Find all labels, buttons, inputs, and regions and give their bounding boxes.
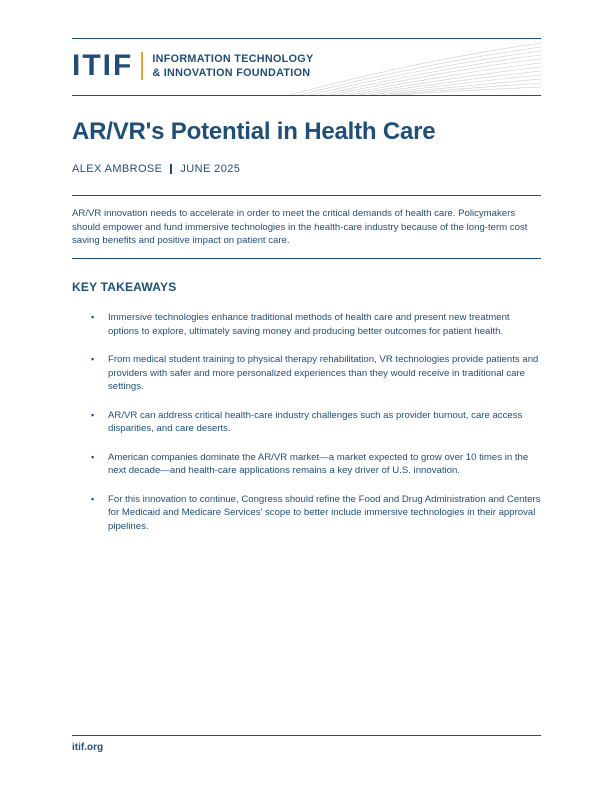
list-item [72, 353, 541, 394]
bullet-icon: ▪ [91, 493, 95, 504]
organization-name-line-2: & INNOVATION FOUNDATION [152, 67, 311, 79]
key-takeaways-list [72, 311, 541, 548]
key-takeaways-heading: KEY TAKEAWAYS [72, 280, 177, 294]
decorative-swoosh [290, 39, 541, 95]
takeaway-text: Immersive technologies enhance traditional methods of health care and present new treatment options to explore, ultimately saving money and producing better outcomes for patient health. [108, 312, 510, 337]
list-item [72, 409, 541, 436]
organization-name-line-1: INFORMATION TECHNOLOGY [152, 53, 314, 65]
summary-text: AR/VR innovation needs to accelerate in order to meet the critical demands of health care. Policymakers should empower and fund immersive technologies in the health-care industry because of the long-term cost saving benefits and positive impact on patient care. [72, 208, 528, 246]
list-item [72, 451, 541, 478]
bullet-icon: ▪ [91, 312, 95, 322]
footer-rule [72, 735, 541, 736]
brand-header [72, 49, 313, 83]
itif-logo-mark: ITIF [72, 49, 134, 82]
takeaway-text: From medical student training to physical therapy rehabilitation, VR technologies provide patients and providers with safer and more personalized experiences than they would receive in traditional care settings. [108, 354, 539, 392]
bullet-icon: ▪ [91, 451, 95, 462]
summary-bottom-rule [72, 258, 541, 259]
summary-top-rule [72, 195, 541, 196]
takeaway-text: For this innovation to continue, Congress should refine the Food and Drug Administration and Centers for Medicaid and Medicare Services' scope to better include immersive technologies in their approval pipelines. [108, 493, 541, 532]
publication-date: JUNE 2025 [180, 163, 241, 175]
author-name: ALEX AMBROSE [72, 163, 163, 175]
report-title: AR/VR's Potential in Health Care [72, 118, 436, 145]
bullet-icon: ▪ [91, 354, 95, 364]
byline-divider [170, 164, 172, 174]
logo-divider [141, 52, 143, 80]
list-item [72, 493, 541, 534]
header-bottom-rule [72, 95, 541, 96]
byline [72, 163, 240, 175]
takeaway-text: American companies dominate the AR/VR market—a market expected to grow over 10 times in the next decade—and health-care applications remains a key driver of U.S. innovation. [108, 451, 529, 476]
footer-website-link[interactable]: itif.org [72, 742, 104, 753]
list-item [72, 311, 541, 338]
bullet-icon: ▪ [91, 409, 95, 420]
takeaway-text: AR/VR can address critical health-care industry challenges such as provider burnout, care access disparities, and care deserts. [108, 409, 523, 434]
organization-name [152, 52, 313, 80]
